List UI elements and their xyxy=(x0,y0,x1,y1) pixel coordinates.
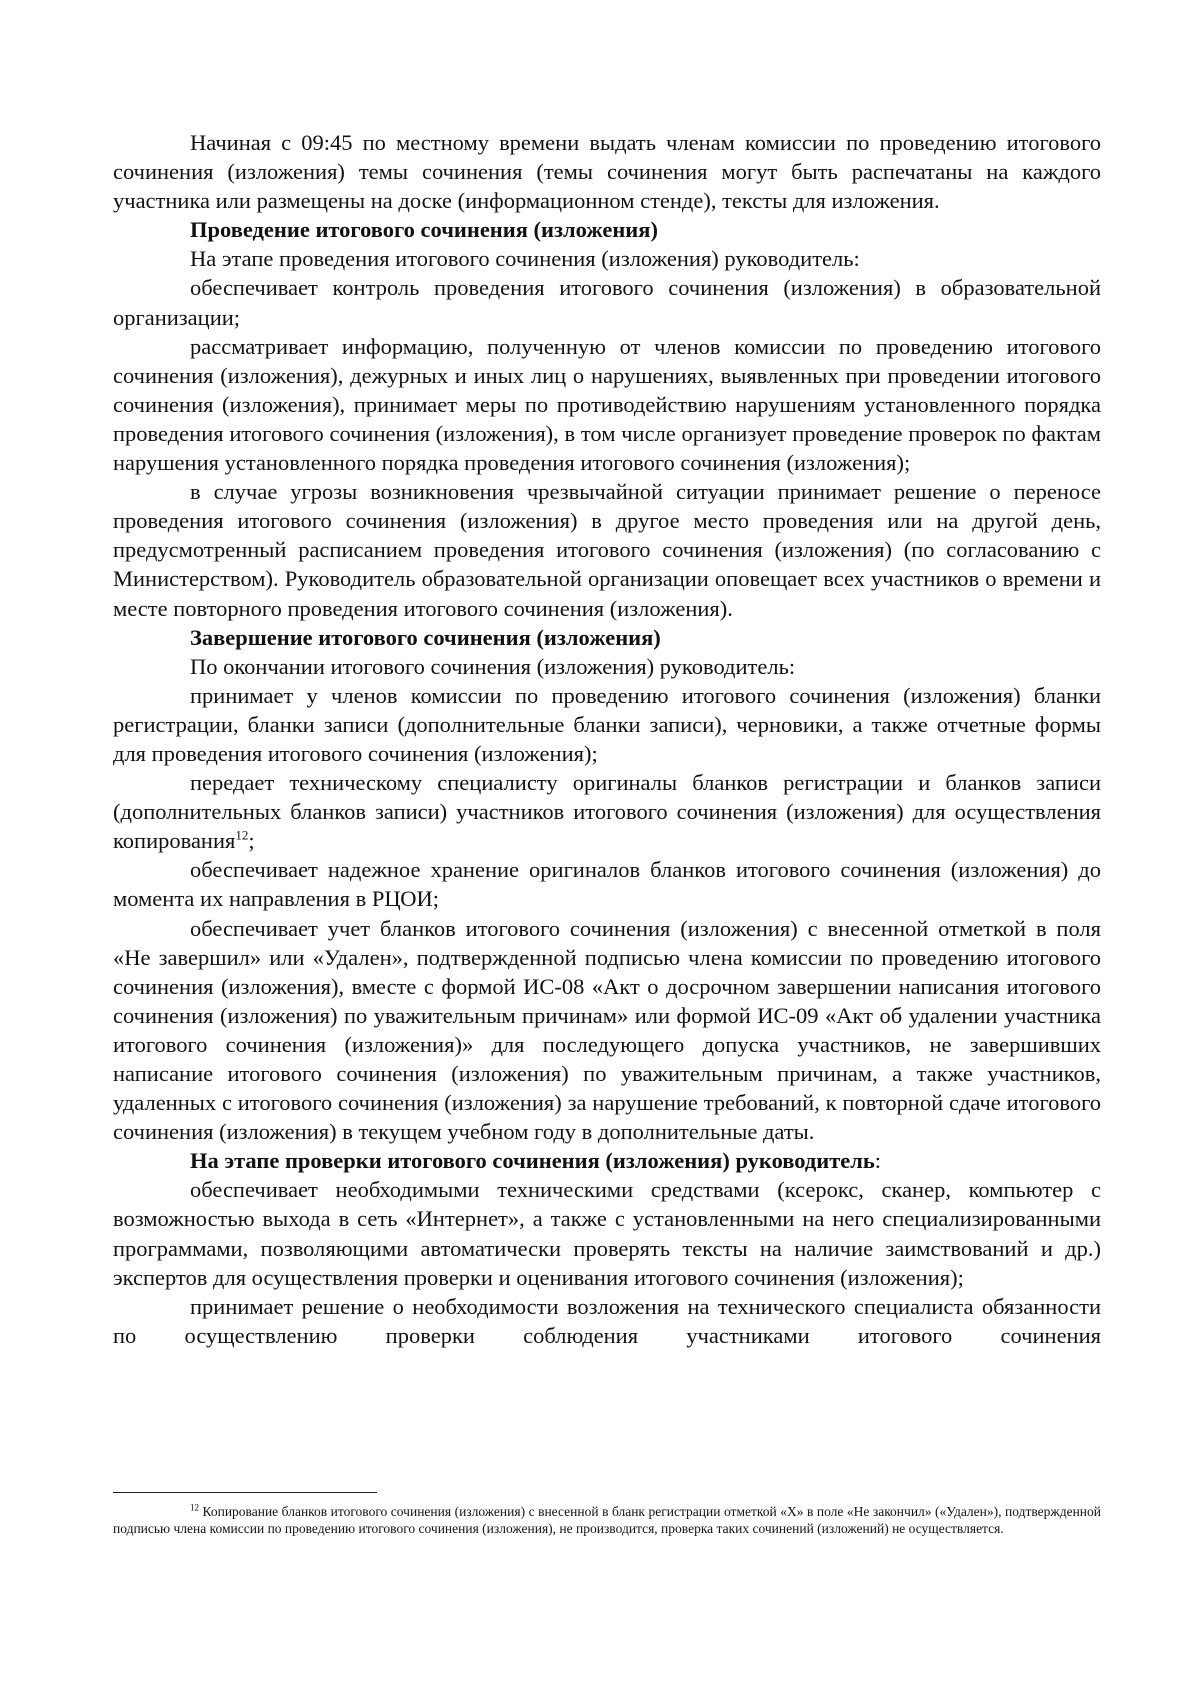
section-heading-conduct: Проведение итогового сочинения (изложения) xyxy=(190,217,658,243)
section-heading-completion: Завершение итогового сочинения (изложения) xyxy=(190,624,661,650)
transfer-text: передает техническому специалисту оригиналы бланков регистрации и бланков записи (дополнительных бланков записи) участников итогового сочинения (изложения) для осуществления копирования xyxy=(113,770,1101,854)
paragraph-storage: обеспечивает надежное хранение оригиналов бланков итогового сочинения (изложения) до момента их направления в РЦОИ; xyxy=(113,857,1101,912)
footnote-text: Копирование бланков итогового сочинения (изложения) с внесенной в бланк регистрации отметкой «Х» в поле «Не закончил» («Удален»), подтвержденной подписью члена комиссии по проведению итогового сочинения (изложения), не производится, проверка таких сочинений (изложений) не осуществляется. xyxy=(113,1504,1102,1536)
footnote xyxy=(113,1504,1101,1537)
document-body xyxy=(113,128,1101,1350)
paragraph-intro: Начиная с 09:45 по местному времени выдать членам комиссии по проведению итогового сочинения (изложения) темы сочинения (темы сочинения могут быть распечатаны на каждого участника или размещены на доске (информационном стенде), тексты для изложения. xyxy=(113,130,1101,214)
transfer-end: ; xyxy=(248,828,255,854)
heading-check-colon: : xyxy=(874,1148,882,1174)
paragraph-transfer-originals xyxy=(113,768,1101,855)
paragraph-lead-completion: По окончании итогового сочинения (изложения) руководитель: xyxy=(190,653,796,679)
paragraph-accounting: обеспечивает учет бланков итогового сочинения (изложения) с внесенной отметкой в поля «Не завершил» или «Удален», подтвержденной подписью члена комиссии по проведению итогового сочинения (изложения), вместе с формой ИС-08 «Акт о досрочном завершении написания итогового сочинения (изложения) по уважительным причинам» или формой ИС-09 «Акт об удалении участника итогового сочинения (изложения)» для последующего допуска участников, не завершивших написание итогового сочинения (изложения) по уважительным причинам, а также участников, удаленных с итогового сочинения (изложения) за нарушение требований, к повторной сдаче итогового сочинения (изложения) в текущем учебном году в дополнительные даты. xyxy=(113,915,1101,1145)
footnote-number: 12 xyxy=(190,1502,199,1513)
footnote-paragraph xyxy=(113,1504,1101,1537)
paragraph-heading-check xyxy=(113,1146,1101,1175)
footnote-ref: 12 xyxy=(235,827,249,843)
paragraph-control: обеспечивает контроль проведения итогового сочинения (изложения) в образовательной организации; xyxy=(113,275,1101,330)
paragraph-receive-forms: принимает у членов комиссии по проведению итогового сочинения (изложения) бланки регистрации, бланки записи (дополнительные бланки записи), черновики, а также отчетные формы для проведения итогового сочинения (изложения); xyxy=(113,682,1101,766)
paragraph-review-info: рассматривает информацию, полученную от членов комиссии по проведению итогового сочинения (изложения), дежурных и иных лиц о нарушениях, выявленных при проведении итогового сочинения (изложения), принимает меры по противодействию нарушениям установленного порядка проведения итогового сочинения (изложения), в том числе организует проведение проверок по фактам нарушения установленного порядка проведения итогового сочинения (изложения); xyxy=(113,333,1101,476)
paragraph-decision: принимает решение о необходимости возложения на технического специалиста обязанности по осуществлению проверки соблюдения участниками итогового сочинения xyxy=(113,1293,1101,1348)
paragraph-lead-conduct: На этапе проведения итогового сочинения (изложения) руководитель: xyxy=(190,246,860,272)
section-heading-check: На этапе проверки итогового сочинения (изложения) руководитель xyxy=(190,1148,875,1174)
footnote-separator xyxy=(113,1492,377,1493)
paragraph-emergency: в случае угрозы возникновения чрезвычайной ситуации принимает решение о переносе проведения итогового сочинения (изложения) в другое место проведения или на другой день, предусмотренный расписанием проведения итогового сочинения (изложения) (по согласованию с Министерством). Руководитель образовательной организации оповещает всех участников о времени и месте повторного проведения итогового сочинения (изложения). xyxy=(113,479,1101,621)
paragraph-tech-means: обеспечивает необходимыми техническими средствами (ксерокс, сканер, компьютер с возможностью выхода в сеть «Интернет», а также с установленными на него специализированными программами, позволяющими автоматически проверять тексты на наличие заимствований и др.) экспертов для осуществления проверки и оценивания итогового сочинения (изложения); xyxy=(113,1177,1101,1290)
